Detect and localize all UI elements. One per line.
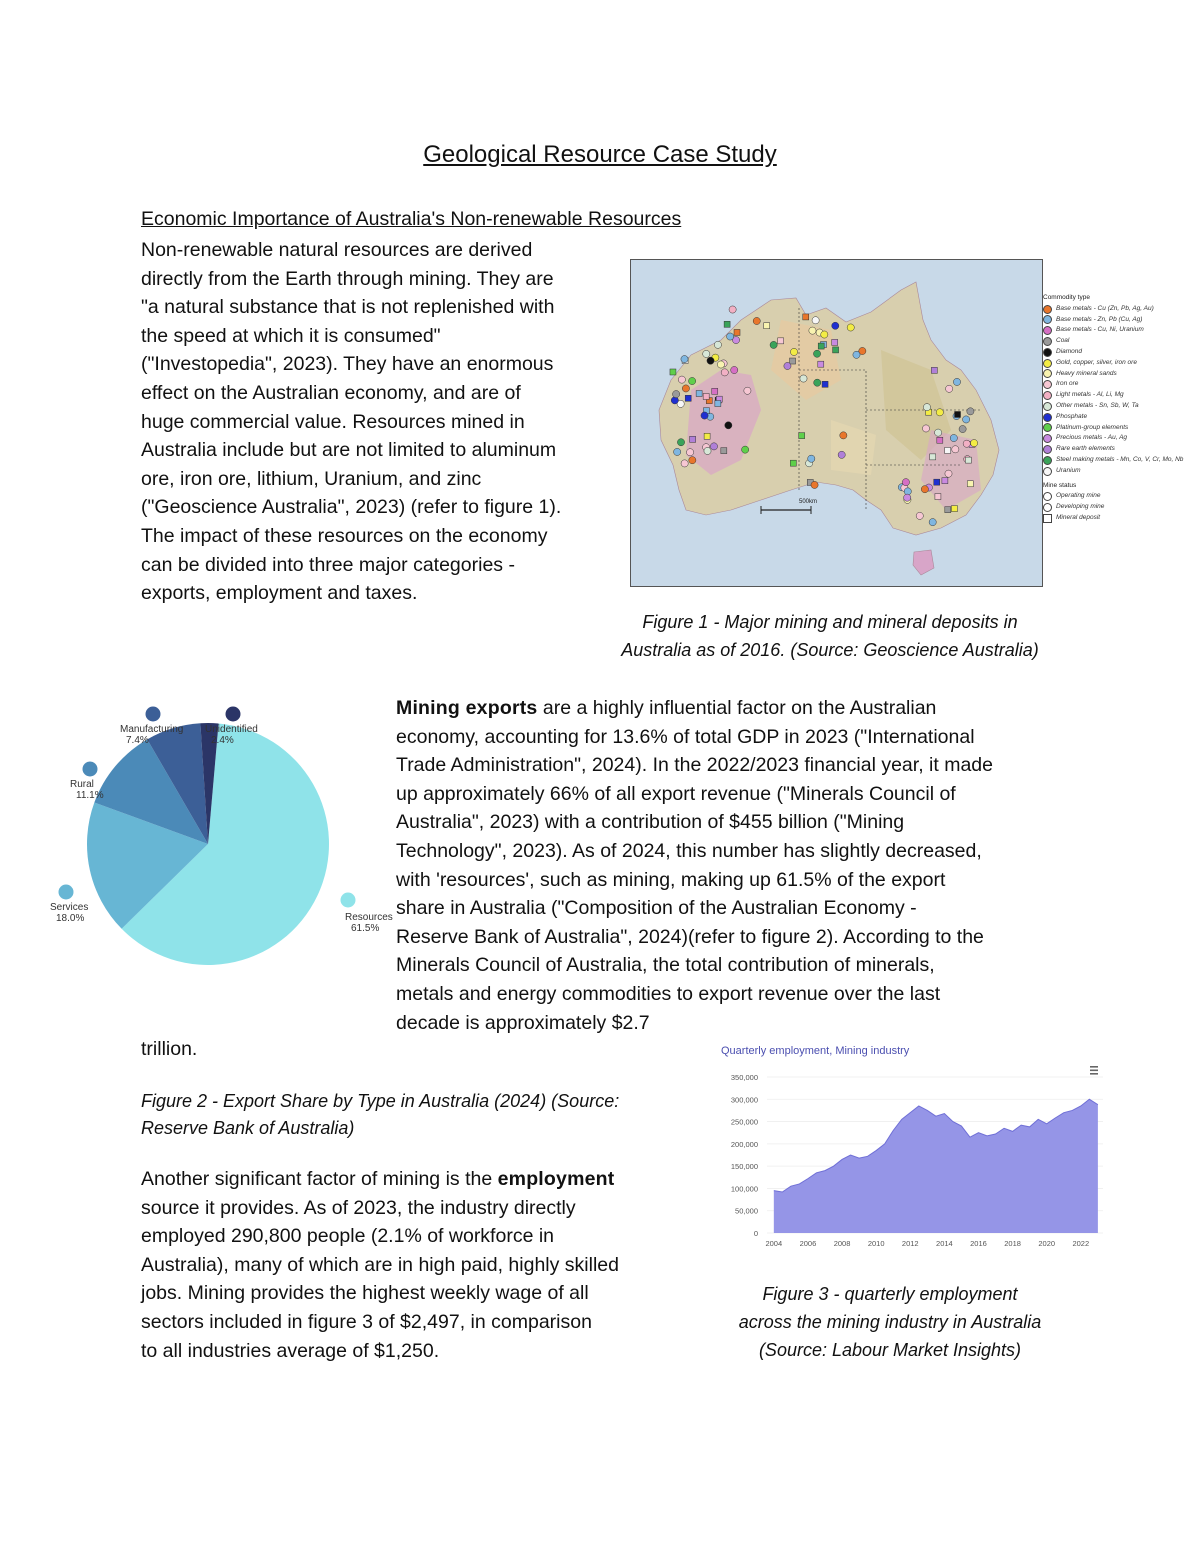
status-label: Developing mine	[1056, 503, 1105, 511]
deposit-marker	[951, 506, 957, 512]
intro-line: ("Geoscience Australia", 2023) (refer to figure 1).	[141, 496, 562, 519]
legend-item	[1043, 401, 1183, 412]
australia-mining-map	[630, 259, 1043, 587]
status-items	[1043, 491, 1183, 523]
deposit-marker	[822, 381, 828, 387]
status-label: Mineral deposit	[1056, 513, 1101, 521]
legend-swatch	[1043, 380, 1052, 389]
legend-label: Precious metals - Au, Ag	[1056, 434, 1128, 442]
legend-swatch	[1043, 326, 1052, 335]
deposit-marker	[838, 451, 845, 458]
deposit-marker	[686, 449, 693, 456]
employment-line: sectors included in figure 3 of $2,497, in comparison	[141, 1310, 592, 1333]
pie-value-label: 11.1%	[76, 790, 104, 801]
y-tick-label: 150,000	[730, 1162, 758, 1172]
legend-item	[1043, 347, 1183, 358]
exports-line: Reserve Bank of Australia", 2024)(refer to figure 2). According to the	[396, 925, 984, 948]
deposit-marker	[685, 395, 691, 401]
status-symbol-icon	[1043, 492, 1052, 501]
deposit-marker	[715, 401, 721, 407]
legend-item	[1043, 379, 1183, 390]
legend-label: Phosphate	[1056, 412, 1088, 420]
legend-label: Heavy mineral sands	[1056, 369, 1117, 377]
legend-label: Diamond	[1056, 347, 1083, 355]
deposit-marker	[936, 409, 943, 416]
pie-legend-dot	[59, 885, 74, 900]
legend-item	[1043, 336, 1183, 347]
deposit-marker	[671, 397, 678, 404]
exports-line: economy, accounting for 13.6% of total GDP in 2023 ("International	[396, 725, 975, 748]
legend-swatch	[1043, 467, 1052, 476]
deposit-marker	[942, 478, 948, 484]
legend-swatch	[1043, 445, 1052, 454]
y-tick-label: 200,000	[730, 1139, 758, 1149]
deposit-marker	[764, 323, 770, 329]
x-tick-label: 2016	[970, 1239, 987, 1248]
pie-label: Services	[50, 902, 89, 913]
pie-value-label: 2.4%	[211, 735, 234, 746]
exports-line: metals and energy commodities to export revenue over the last	[396, 982, 941, 1005]
intro-line: exports, employment and taxes.	[141, 582, 418, 605]
deposit-marker	[690, 436, 696, 442]
figure2-caption-line: Figure 2 - Export Share by Type in Australia (2024) (Source:	[141, 1091, 620, 1111]
deposit-marker	[904, 494, 911, 501]
intro-paragraph	[141, 236, 561, 608]
map-legend	[1043, 291, 1183, 524]
deposit-marker	[916, 512, 923, 519]
deposit-marker	[790, 460, 796, 466]
deposit-marker	[814, 379, 821, 386]
exports-line: Minerals Council of Australia, the total contribution of minerals,	[396, 954, 935, 977]
intro-line: Non-renewable natural resources are derived	[141, 239, 533, 261]
legend-label: Iron ore	[1056, 380, 1079, 388]
deposit-marker	[965, 457, 971, 463]
deposit-marker	[832, 322, 839, 329]
deposit-marker	[952, 446, 959, 453]
exports-first-line	[396, 694, 993, 723]
pie-label: Resources	[345, 912, 393, 923]
intro-line: ("Investopedia", 2023). They have an enormous	[141, 353, 554, 376]
deposit-marker	[725, 422, 732, 429]
x-tick-label: 2008	[833, 1239, 851, 1248]
deposit-marker	[800, 375, 807, 382]
deposit-marker	[929, 519, 936, 526]
legend-swatch	[1043, 348, 1052, 357]
x-tick-label: 2004	[765, 1239, 783, 1248]
export-share-pie-chart	[50, 695, 393, 1000]
deposit-marker	[770, 341, 777, 348]
status-label: Operating mine	[1056, 492, 1101, 500]
legend-item	[1043, 423, 1183, 434]
exports-line: share in Australia ("Composition of the Australian Economy -	[396, 897, 917, 920]
legend-item	[1043, 433, 1183, 444]
deposit-marker	[808, 455, 815, 462]
legend-swatch	[1043, 305, 1052, 314]
figure1-caption	[590, 608, 1070, 664]
deposit-marker	[753, 317, 760, 324]
pie-legend-dot	[341, 893, 356, 908]
exports-line: Trade Administration", 2024). In the 2022/2023 financial year, it made	[396, 754, 993, 777]
x-tick-label: 2022	[1072, 1239, 1090, 1248]
employment-line: employed 290,800 people (2.1% of workforce in	[141, 1225, 555, 1248]
deposit-marker	[953, 378, 960, 385]
legend-swatch	[1043, 402, 1052, 411]
deposit-marker	[703, 350, 710, 357]
deposit-marker	[821, 331, 828, 338]
pie-legend-dot	[226, 707, 241, 722]
legend-swatch	[1043, 456, 1052, 465]
employment-line: jobs. Mining provides the highest weekly wage of all	[141, 1282, 589, 1305]
legend-label: Base metals - Cu, Ni, Uranium	[1056, 326, 1144, 334]
deposit-marker	[717, 361, 724, 368]
legend-swatch	[1043, 337, 1052, 346]
deposit-marker	[811, 481, 818, 488]
deposit-marker	[681, 460, 688, 467]
exports-first-rest: are a highly influential factor on the Australian	[537, 697, 937, 719]
deposit-marker	[809, 327, 816, 334]
figure1-caption-line: Figure 1 - Major mining and mineral deposits in	[642, 612, 1018, 632]
deposit-marker	[955, 411, 961, 417]
exports-trailing-text: trillion.	[141, 1038, 198, 1060]
legend-item	[1043, 369, 1183, 380]
legend-label: Light metals - Al, Li, Mg	[1056, 391, 1124, 399]
legend-label: Uranium	[1056, 466, 1081, 474]
pie-label: Rural	[70, 779, 94, 790]
deposit-marker	[930, 454, 936, 460]
legend-label: Base metals - Zn, Pb (Cu, Ag)	[1056, 315, 1143, 323]
deposit-marker	[710, 443, 717, 450]
deposit-marker	[934, 479, 940, 485]
deposit-marker	[945, 447, 951, 453]
x-tick-label: 2018	[1004, 1239, 1021, 1248]
deposit-marker	[813, 350, 820, 357]
figure2-caption-line: Reserve Bank of Australia)	[141, 1118, 355, 1138]
legend-swatch	[1043, 434, 1052, 443]
deposit-marker	[946, 385, 953, 392]
deposit-marker	[712, 388, 718, 394]
x-tick-label: 2012	[901, 1239, 919, 1248]
deposit-marker	[721, 369, 728, 376]
status-symbol-icon	[1043, 514, 1052, 523]
y-tick-label: 0	[753, 1229, 758, 1238]
legend-item	[1043, 412, 1183, 423]
deposit-marker	[931, 367, 937, 373]
deposit-marker	[945, 470, 952, 477]
deposit-marker	[729, 306, 736, 313]
deposit-marker	[778, 338, 784, 344]
pie-value-label: 61.5%	[351, 923, 380, 934]
figure1-caption-line: Australia as of 2016. (Source: Geoscience Australia)	[621, 640, 1039, 660]
deposit-marker	[696, 391, 702, 397]
status-item	[1043, 513, 1183, 524]
deposit-marker	[704, 433, 710, 439]
exports-line: Australia", 2023) with a contribution of $455 billion ("Mining	[396, 811, 905, 834]
deposit-marker	[963, 440, 970, 447]
figure2-caption	[141, 1088, 619, 1142]
exports-paragraph	[396, 694, 993, 1037]
deposit-marker	[674, 448, 681, 455]
x-tick-label: 2006	[799, 1239, 817, 1248]
deposit-marker	[673, 391, 680, 398]
y-tick-label: 350,000	[730, 1073, 758, 1082]
deposit-marker	[701, 412, 708, 419]
x-tick-label: 2020	[1038, 1239, 1056, 1248]
exports-line: up approximately 66% of all export revenue ("Minerals Council of	[396, 782, 956, 805]
intro-line: directly from the Earth through mining. They are	[141, 267, 554, 290]
deposit-marker	[818, 361, 824, 367]
exports-trailing	[141, 1035, 197, 1064]
pie-legend-dot	[83, 762, 98, 777]
legend-item	[1043, 358, 1183, 369]
y-tick-label: 300,000	[730, 1095, 758, 1105]
legend-item	[1043, 455, 1183, 466]
pie-value-label: 18.0%	[56, 913, 85, 924]
status-item	[1043, 502, 1183, 513]
deposit-marker	[840, 432, 847, 439]
deposit-marker	[742, 446, 749, 453]
pie-legend-dot	[146, 707, 161, 722]
legend-items	[1043, 304, 1183, 477]
figure3-caption-line: Figure 3 - quarterly employment	[762, 1284, 1018, 1304]
deposit-marker	[959, 425, 966, 432]
legend-title: Commodity type	[1043, 294, 1090, 301]
legend-item	[1043, 325, 1183, 336]
status-symbol-icon	[1043, 503, 1052, 512]
deposit-marker	[677, 439, 684, 446]
intro-line: Australia include but are not limited to aluminum	[141, 439, 557, 462]
legend-item	[1043, 466, 1183, 477]
employment-paragraph	[141, 1165, 619, 1365]
deposit-marker	[714, 341, 721, 348]
legend-swatch	[1043, 315, 1052, 324]
deposit-marker	[682, 385, 689, 392]
deposit-marker	[784, 362, 791, 369]
deposit-marker	[721, 448, 727, 454]
deposit-marker	[812, 317, 819, 324]
deposit-marker	[734, 329, 740, 335]
legend-swatch	[1043, 423, 1052, 432]
deposit-marker	[963, 416, 970, 423]
employment-line: Australia), many of which are in high paid, highly skilled	[141, 1253, 619, 1276]
deposit-marker	[967, 408, 974, 415]
deposit-marker	[731, 366, 738, 373]
section-heading: Economic Importance of Australia's Non-renewable Resources	[141, 208, 682, 230]
deposit-marker	[945, 507, 951, 513]
figure3-caption-line: (Source: Labour Market Insights)	[758, 1340, 1022, 1360]
employment-line: to all industries average of $1,250.	[141, 1339, 440, 1362]
exports-bold: Mining exports	[396, 697, 538, 719]
legend-swatch	[1043, 391, 1052, 400]
deposit-marker	[681, 356, 688, 363]
pie-value-label: 7.4%	[126, 735, 149, 746]
legend-label: Gold, copper, silver, iron ore	[1056, 358, 1137, 366]
y-tick-label: 50,000	[735, 1206, 758, 1216]
legend-label: Base metals - Cu (Zn, Pb, Ag, Au)	[1056, 304, 1154, 312]
legend-swatch	[1043, 413, 1052, 422]
employment-bold: employment	[497, 1168, 615, 1190]
y-tick-label: 250,000	[730, 1117, 758, 1127]
exports-line: with 'resources', such as mining, making up 61.5% of the export	[396, 868, 946, 891]
deposit-marker	[921, 486, 928, 493]
employment-first-start: Another significant factor of mining is the	[141, 1168, 498, 1190]
deposit-marker	[724, 321, 730, 327]
x-tick-label: 2010	[867, 1239, 885, 1248]
figure3-caption-line: across the mining industry in Australia	[738, 1312, 1042, 1332]
pie-label: Manufacturing	[120, 724, 184, 735]
deposit-marker	[670, 369, 676, 375]
deposit-marker	[803, 314, 809, 320]
deposit-marker	[922, 425, 929, 432]
legend-label: Coal	[1056, 337, 1070, 345]
deposit-marker	[727, 333, 734, 340]
deposit-marker	[678, 376, 685, 383]
intro-line: huge commercial value. Resources mined in	[141, 410, 525, 433]
legend-swatch	[1043, 369, 1052, 378]
legend-label: Steel making metals - Mn, Co, V, Cr, Mo, Nb	[1056, 455, 1184, 463]
deposit-marker	[847, 324, 854, 331]
quarterly-employment-chart	[700, 1040, 1120, 1255]
deposit-marker	[902, 479, 909, 486]
status-item	[1043, 491, 1183, 502]
legend-label: Rare earth elements	[1056, 445, 1115, 453]
intro-line: the speed at which it is consumed"	[141, 324, 441, 347]
deposit-marker	[707, 357, 714, 364]
legend-label: Platinum-group elements	[1056, 423, 1129, 431]
deposit-marker	[790, 348, 797, 355]
legend-item	[1043, 304, 1183, 315]
scale-label: 500km	[799, 499, 818, 505]
deposit-marker	[689, 377, 696, 384]
legend-item	[1043, 315, 1183, 326]
legend-label: Other metals - Sn, Sb, W, Ta	[1056, 401, 1139, 409]
intro-line: The impact of these resources on the economy	[141, 524, 548, 547]
employment-first-line	[141, 1165, 619, 1194]
exports-line: decade is approximately $2.7	[396, 1011, 650, 1034]
deposit-marker	[790, 358, 796, 364]
map-graphic	[631, 260, 1042, 586]
legend-item	[1043, 390, 1183, 401]
deposit-marker	[703, 393, 709, 399]
chart-title: Quarterly employment, Mining industry	[721, 1045, 910, 1057]
deposit-marker	[744, 387, 751, 394]
y-tick-label: 100,000	[730, 1184, 758, 1194]
legend-swatch	[1043, 359, 1052, 368]
figure3-caption	[690, 1280, 1090, 1364]
deposit-marker	[689, 457, 696, 464]
deposit-marker	[923, 404, 930, 411]
deposit-marker	[937, 437, 943, 443]
menu-icon[interactable]	[1090, 1066, 1098, 1075]
pie-label: Unidentified	[205, 724, 258, 735]
intro-line: "a natural substance that is not replenished with	[141, 296, 555, 319]
intro-line: effect on the Australian economy, and are of	[141, 381, 521, 404]
deposit-marker	[853, 351, 860, 358]
deposit-marker	[818, 343, 824, 349]
document-title: Geological Resource Case Study	[423, 141, 777, 168]
exports-line: Technology", 2023). As of 2024, this number has slightly decreased,	[396, 839, 982, 862]
employment-line: source it provides. As of 2023, the industry directly	[141, 1196, 576, 1219]
deposit-marker	[967, 481, 973, 487]
deposit-marker	[950, 434, 957, 441]
deposit-marker	[799, 433, 805, 439]
intro-line: can be divided into three major categories -	[141, 553, 515, 576]
deposit-marker	[970, 440, 977, 447]
intro-line: ore, iron ore, lithium, Uranium, and zinc	[141, 467, 482, 490]
deposit-marker	[832, 339, 838, 345]
deposit-marker	[833, 347, 839, 353]
legend-item	[1043, 444, 1183, 455]
status-title: Mine status	[1043, 481, 1077, 489]
x-tick-label: 2014	[936, 1239, 953, 1248]
deposit-marker	[935, 494, 941, 500]
deposit-marker	[935, 429, 942, 436]
deposit-marker	[704, 447, 711, 454]
